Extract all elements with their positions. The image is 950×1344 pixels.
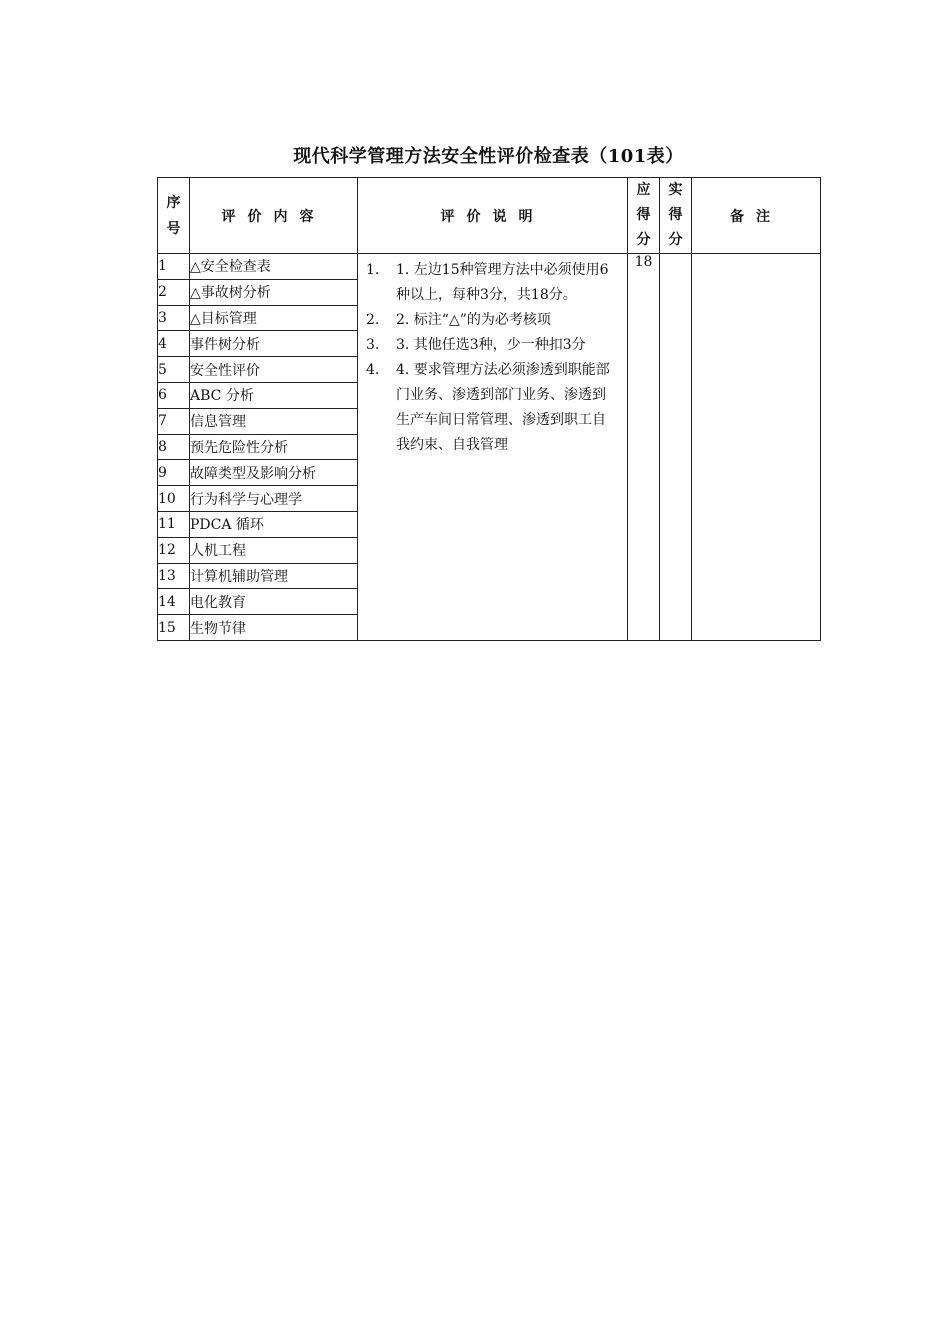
header-actual-score [660,178,692,254]
row-number: 7 [158,408,190,434]
header-actual-score-char: 分 [668,232,683,248]
row-item: 行为科学与心理学 [190,486,358,512]
header-should-score [628,178,660,254]
row-item: PDCA 循环 [190,511,358,537]
row-item: 电化教育 [190,589,358,615]
row-number: 9 [158,460,190,486]
explanation-number: 2. [366,312,380,328]
header-remarks: 备注 [692,178,821,254]
explanation-item [366,358,619,458]
header-should-score-char: 分 [636,232,651,248]
explanation-text: 1. 左边15种管理方法中必须使用6种以上，每种3分，共18分。 [396,262,609,303]
row-number: 5 [158,357,190,383]
explanation-text: 3. 其他任选3种，少一种扣3分 [396,337,586,353]
explanation-number: 1. [366,262,380,278]
should-score-value: 18 [628,254,660,641]
evaluation-table [157,177,821,641]
row-number: 10 [158,486,190,512]
row-number: 4 [158,331,190,357]
explanation-text: 2. 标注“△”的为必考核项 [396,312,551,328]
header-explanation: 评价说明 [358,178,628,254]
header-seq [158,178,190,254]
row-number: 11 [158,511,190,537]
header-actual-score-char: 得 [668,207,683,223]
row-number: 3 [158,305,190,331]
row-item: 生物节律 [190,615,358,641]
table-row [158,254,821,280]
explanation-number: 3. [366,337,380,353]
header-should-score-char: 得 [636,207,651,223]
explanation-item [366,333,619,358]
row-number: 6 [158,382,190,408]
remarks-value [692,254,821,641]
row-item: 计算机辅助管理 [190,563,358,589]
row-item: 人机工程 [190,537,358,563]
header-should-score-char: 应 [636,182,651,198]
row-number: 13 [158,563,190,589]
row-item: 事件树分析 [190,331,358,357]
explanation-cell [358,254,628,641]
explanation-item [366,308,619,333]
row-number: 12 [158,537,190,563]
row-number: 2 [158,279,190,305]
row-item: △安全检查表 [190,254,358,280]
row-item: ABC 分析 [190,382,358,408]
row-number: 14 [158,589,190,615]
row-number: 15 [158,615,190,641]
row-item: △目标管理 [190,305,358,331]
page-title: 现代科学管理方法安全性评价检查表（101表） [293,146,684,167]
row-item: 故障类型及影响分析 [190,460,358,486]
row-item: △事故树分析 [190,279,358,305]
explanation-number: 4. [366,362,380,378]
row-number: 8 [158,434,190,460]
header-actual-score-char: 实 [668,182,683,198]
header-row [158,178,821,254]
actual-score-value [660,254,692,641]
explanation-text: 4. 要求管理方法必须渗透到职能部门业务、渗透到部门业务、渗透到生产车间日常管理、渗透到职工自我约束、自我管理 [396,362,610,453]
row-item: 安全性评价 [190,357,358,383]
header-content: 评价内容 [190,178,358,254]
header-seq-line: 号 [166,220,181,237]
explanation-item [366,258,619,308]
header-seq-line: 序 [166,194,181,211]
row-item: 预先危险性分析 [190,434,358,460]
row-number: 1 [158,254,190,280]
explanation-list [358,254,627,458]
row-item: 信息管理 [190,408,358,434]
